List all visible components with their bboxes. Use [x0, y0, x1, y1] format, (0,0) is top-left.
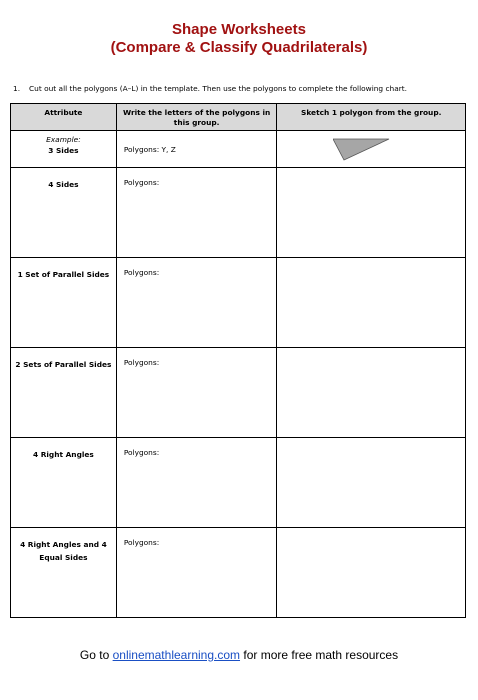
- example-sketch-cell: [277, 131, 466, 168]
- header-row: [11, 104, 466, 131]
- row-sketch[interactable]: [277, 168, 466, 258]
- row-attribute: 2 Sets of Parallel Sides: [11, 348, 117, 438]
- table-row: [11, 348, 466, 438]
- example-attribute-cell: [11, 131, 117, 168]
- footer-link[interactable]: onlinemathlearning.com: [112, 648, 241, 662]
- example-row: [11, 131, 466, 168]
- row-sketch[interactable]: [277, 438, 466, 528]
- row-attribute: 4 Right Angles: [11, 438, 117, 528]
- table-row: [11, 438, 466, 528]
- footer-suffix: for more free math resources: [243, 648, 399, 662]
- example-label: Example:: [46, 135, 81, 144]
- example-attribute: 3 Sides: [48, 146, 79, 155]
- worksheet-subtitle: (Compare & Classify Quadrilaterals): [110, 39, 368, 56]
- table-row: [11, 258, 466, 348]
- row-attribute: 4 Right Angles and 4 Equal Sides: [11, 528, 117, 618]
- row-attribute: 4 Sides: [11, 168, 117, 258]
- footer-prefix: Go to: [79, 648, 110, 662]
- instruction: [13, 84, 407, 93]
- worksheet-title: Shape Worksheets: [172, 21, 306, 38]
- classification-chart: [10, 103, 466, 618]
- row-attribute: 1 Set of Parallel Sides: [11, 258, 117, 348]
- row-polygons[interactable]: Polygons:: [116, 258, 277, 348]
- row-polygons[interactable]: Polygons:: [116, 528, 277, 618]
- instruction-text: Cut out all the polygons (A–L) in the template. Then use the polygons to complete the following chart.: [29, 84, 408, 93]
- row-sketch[interactable]: [277, 258, 466, 348]
- header-sketch: Sketch 1 polygon from the group.: [277, 104, 466, 131]
- header-letters: Write the letters of the polygons in this group.: [116, 104, 277, 131]
- row-polygons[interactable]: Polygons:: [116, 348, 277, 438]
- table-row: [11, 528, 466, 618]
- instruction-number: 1.: [13, 84, 21, 93]
- row-polygons[interactable]: Polygons:: [116, 438, 277, 528]
- header-attribute: Attribute: [11, 104, 117, 131]
- row-sketch[interactable]: [277, 528, 466, 618]
- row-polygons[interactable]: Polygons:: [116, 168, 277, 258]
- triangle-sketch-icon: [333, 137, 391, 161]
- example-polygons: Polygons: Y, Z: [116, 131, 277, 168]
- table-row: [11, 168, 466, 258]
- footer: [0, 648, 478, 662]
- row-sketch[interactable]: [277, 348, 466, 438]
